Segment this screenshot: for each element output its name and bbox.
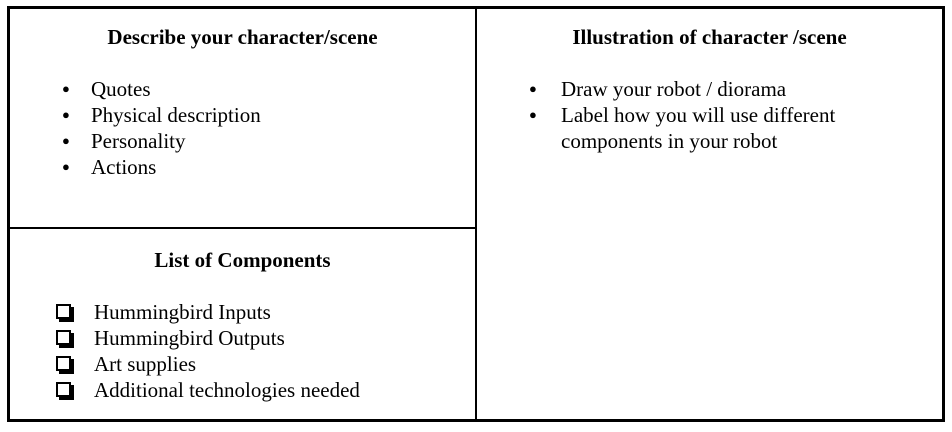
checklist-item — [56, 377, 475, 403]
bullet-icon: ● — [62, 159, 70, 174]
list-item — [62, 76, 475, 102]
list-item-label: Quotes — [91, 77, 151, 101]
cell-illustration — [477, 9, 942, 419]
illustration-list — [477, 76, 942, 154]
checklist-item-label: Hummingbird Outputs — [94, 326, 285, 350]
list-item — [62, 102, 475, 128]
list-item — [62, 154, 475, 180]
cell-describe — [10, 9, 475, 229]
illustration-title: Illustration of character /scene — [572, 25, 847, 49]
describe-list — [10, 76, 475, 180]
checklist-item-label: Art supplies — [94, 352, 197, 376]
checkbox-icon — [56, 299, 94, 319]
checklist-item-label: Additional technologies needed — [94, 378, 360, 402]
bullet-icon: ● — [62, 81, 70, 96]
describe-title: Describe your character/scene — [107, 25, 378, 49]
list-item — [529, 102, 896, 154]
list-item-label: Personality — [91, 129, 186, 153]
list-item — [62, 128, 475, 154]
list-item-label: Physical description — [91, 103, 261, 127]
bullet-icon: ● — [529, 81, 537, 96]
checklist-item — [56, 299, 475, 325]
worksheet-table — [7, 6, 945, 422]
bullet-icon: ● — [62, 107, 70, 122]
components-list — [10, 299, 475, 403]
list-item-label: Label how you will use different components in your robot — [561, 103, 836, 153]
left-column — [10, 9, 477, 419]
list-item-label: Actions — [91, 155, 157, 179]
checklist-item — [56, 351, 475, 377]
list-item-label: Draw your robot / diorama — [561, 77, 787, 101]
checkbox-icon — [56, 351, 94, 371]
checklist-item — [56, 325, 475, 351]
checklist-item-label: Hummingbird Inputs — [94, 300, 271, 324]
checkbox-icon — [56, 377, 94, 397]
cell-components — [10, 229, 475, 419]
bullet-icon: ● — [529, 107, 537, 122]
list-item — [529, 76, 896, 102]
components-title: List of Components — [154, 248, 331, 272]
bullet-icon: ● — [62, 133, 70, 148]
checkbox-icon — [56, 325, 94, 345]
